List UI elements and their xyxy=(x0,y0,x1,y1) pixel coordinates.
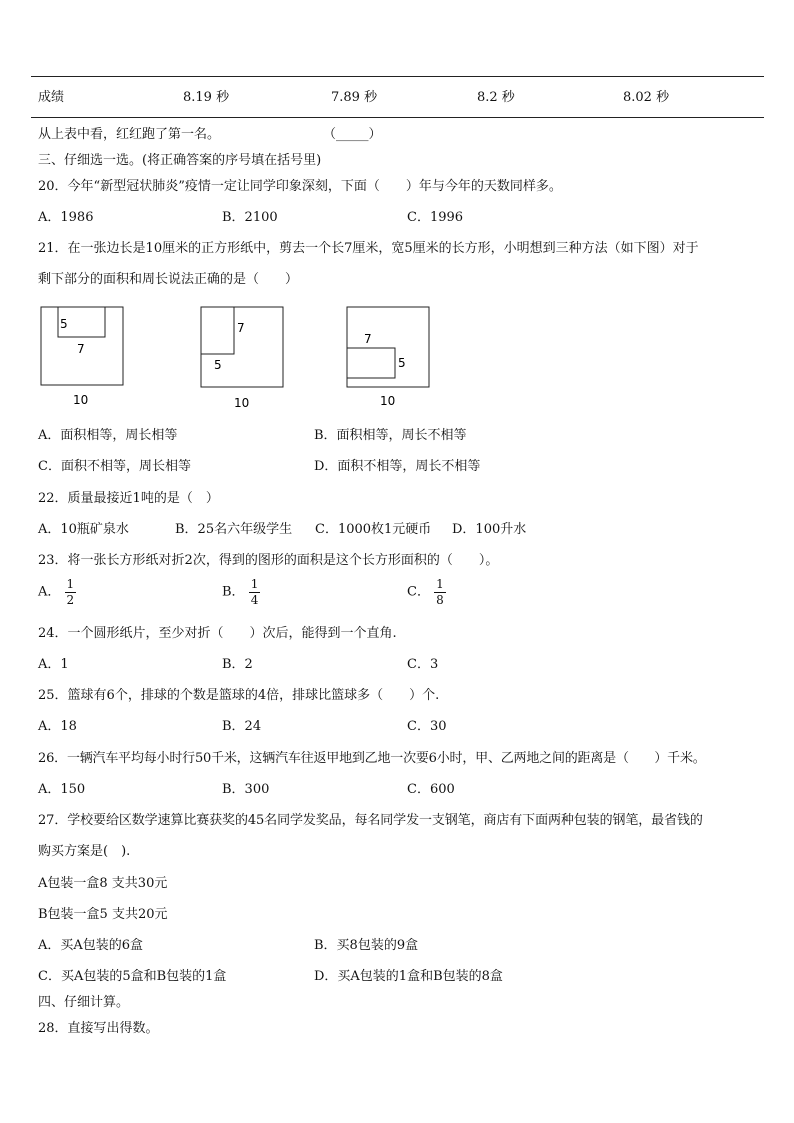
table-answer-blank: （_____） xyxy=(323,127,382,142)
q21-option-a: A．面积相等，周长相等 xyxy=(38,428,178,443)
q21-option-c: C．面积不相等，周长相等 xyxy=(38,459,191,474)
q22-option-c: C．1000枚1元硬币 xyxy=(315,522,432,537)
q22-option-b: B．25名六年级学生 xyxy=(175,522,293,537)
q21-stem-line1: 21．在一张边长是10厘米的正方形纸中，剪去一个长7厘米，宽5厘米的长方形，小明想到三种方法（如下图）对于 xyxy=(38,241,699,256)
q20-option-c: C．1996 xyxy=(407,210,464,225)
q26-option-a: A．150 xyxy=(38,782,86,797)
section-3-heading: 三、仔细选一选。(将正确答案的序号填在括号里) xyxy=(38,153,322,168)
q23-frac-c-num: 1 xyxy=(436,577,444,591)
q23-fraction-b xyxy=(249,578,261,607)
q20-stem: 20．今年“新型冠状肺炎”疫情一定让同学印象深刻，下面（ ）年与今年的天数同样多。 xyxy=(38,179,562,194)
q20-option-a: A．1986 xyxy=(38,210,94,225)
q24-option-c: C．3 xyxy=(407,657,439,672)
section-4-heading: 四、仔细计算。 xyxy=(38,995,130,1010)
q24-option-b: B．2 xyxy=(222,657,253,672)
q23-frac-b-den: 4 xyxy=(250,593,259,607)
q23-option-b-label: B． xyxy=(222,584,245,600)
q21-fig2-label-7: 7 xyxy=(237,321,245,335)
q24-option-a: A．1 xyxy=(38,657,69,672)
q27-option-a: A．买A包装的6盒 xyxy=(38,938,144,953)
q21-fig3-label-10: 10 xyxy=(380,394,396,408)
q25-option-a: A．18 xyxy=(38,719,77,734)
q21-figure-2 xyxy=(201,307,283,410)
q21-fig1-label-7: 7 xyxy=(77,342,85,356)
q23-frac-c-den: 8 xyxy=(436,593,444,607)
table-cell-2: 7.89 秒 xyxy=(331,90,378,105)
q24-stem: 24．一个圆形纸片，至少对折（ ）次后，能得到一个直角. xyxy=(38,626,397,641)
q23-option-b xyxy=(222,578,260,607)
q27-option-c: C．买A包装的5盒和B包装的1盒 xyxy=(38,969,227,984)
q21-fig1-label-10: 10 xyxy=(73,393,89,407)
q20-option-b: B．2100 xyxy=(222,210,278,225)
q23-option-a xyxy=(38,578,76,607)
table-question: 从上表中看，红红跑了第一名。 xyxy=(38,127,221,142)
q27-info-a: A包装一盒8 支共30元 xyxy=(38,876,168,891)
q22-stem: 22．质量最接近1吨的是（ ） xyxy=(38,491,219,506)
q21-figure-3 xyxy=(347,307,429,408)
q23-frac-b-num: 1 xyxy=(250,577,259,591)
q26-option-b: B．300 xyxy=(222,782,270,797)
q22-option-a: A．10瓶矿泉水 xyxy=(38,522,129,537)
q21-fig2-label-5: 5 xyxy=(214,358,222,372)
q27-info-b: B包装一盒5 支共20元 xyxy=(38,907,168,922)
q21-figure-1 xyxy=(41,307,123,407)
q21-stem-line2: 剩下部分的面积和周长说法正确的是（ ） xyxy=(38,272,299,287)
table-cell-1: 8.19 秒 xyxy=(183,90,230,105)
q23-option-c xyxy=(407,578,446,607)
table-top-rule xyxy=(31,76,764,77)
q23-frac-a-num: 1 xyxy=(66,577,75,591)
q25-option-c: C．30 xyxy=(407,719,447,734)
q27-option-b: B．买8包装的9盒 xyxy=(314,938,419,953)
table-bottom-rule xyxy=(31,117,764,118)
q21-fig2-label-10: 10 xyxy=(234,396,250,410)
q23-option-c-label: C． xyxy=(407,584,430,600)
q23-option-a-label: A． xyxy=(38,584,61,600)
q25-option-b: B．24 xyxy=(222,719,262,734)
q21-fig1-label-5: 5 xyxy=(60,317,68,331)
table-cell-3: 8.2 秒 xyxy=(477,90,515,105)
q23-stem: 23．将一张长方形纸对折2次，得到的图形的面积是这个长方形面积的（ ）。 xyxy=(38,553,499,568)
q21-fig3-label-5: 5 xyxy=(398,356,406,370)
q21-option-d: D．面积不相等，周长不相等 xyxy=(314,459,481,474)
q21-fig3-label-7: 7 xyxy=(364,332,372,346)
q26-stem: 26．一辆汽车平均每小时行50千米，这辆汽车往返甲地到乙地一次要6小时，甲、乙两地之间的距离是（ ）千米。 xyxy=(38,751,706,766)
q23-fraction-c xyxy=(434,578,446,607)
q27-stem-line1: 27．学校要给区数学速算比赛获奖的45名同学发奖品，每名同学发一支钢笔，商店有下面两种包装的钢笔，最省钱的 xyxy=(38,813,703,828)
q28-stem: 28．直接写出得数。 xyxy=(38,1021,159,1036)
q25-stem: 25．篮球有6个，排球的个数是篮球的4倍，排球比篮球多（ ）个. xyxy=(38,688,440,703)
q21-option-b: B．面积相等，周长不相等 xyxy=(314,428,467,443)
q22-option-d: D．100升水 xyxy=(452,522,527,537)
q27-stem-line2: 购买方案是( ). xyxy=(38,844,131,859)
table-cell-4: 8.02 秒 xyxy=(623,90,670,105)
q23-frac-a-den: 2 xyxy=(66,593,75,607)
q21-figures xyxy=(0,300,794,420)
q23-fraction-a xyxy=(65,578,77,607)
q27-option-d: D．买A包装的1盒和B包装的8盒 xyxy=(314,969,503,984)
q26-option-c: C．600 xyxy=(407,782,455,797)
table-row-label: 成绩 xyxy=(38,90,65,105)
